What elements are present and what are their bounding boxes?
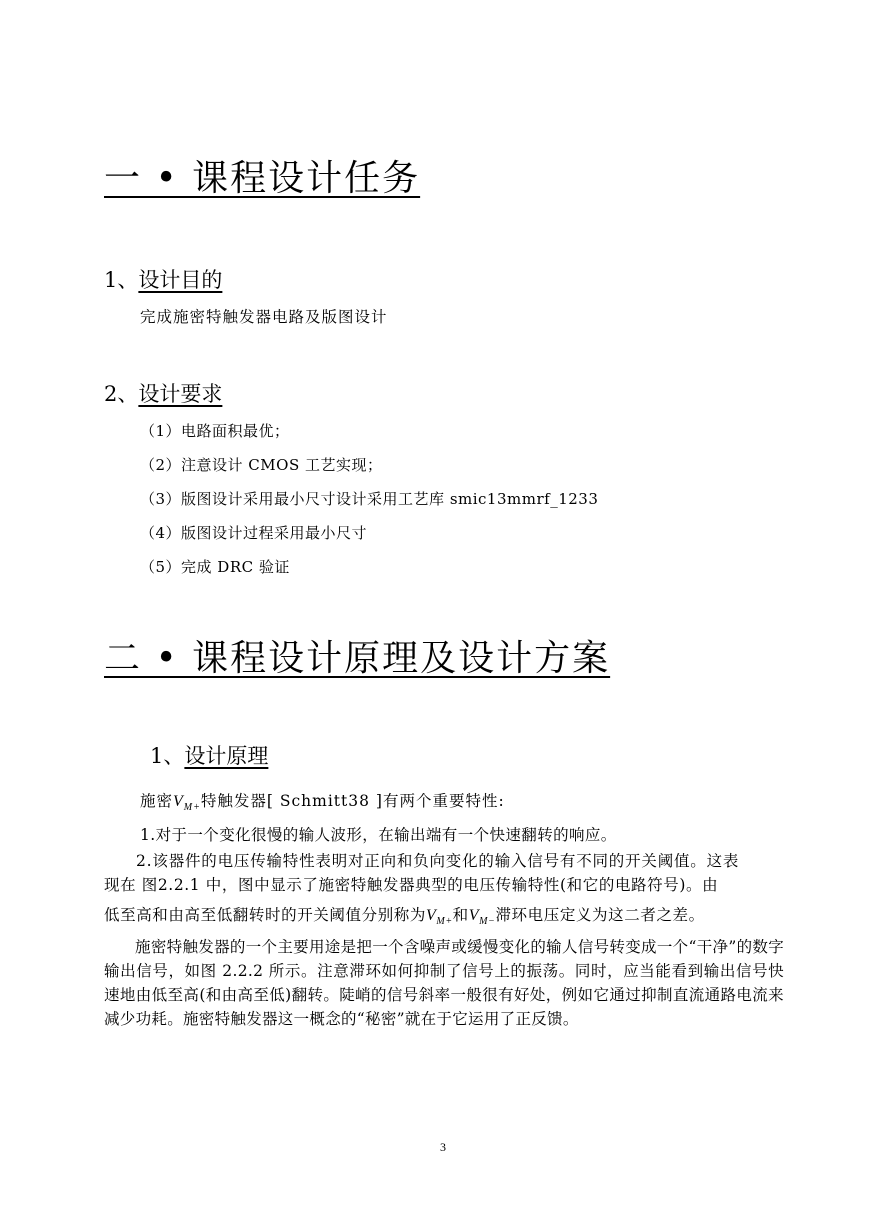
requirement-item: （5）完成 DRC 验证	[140, 558, 290, 576]
requirements-number: 2、	[104, 382, 139, 406]
principle-point-2-line-1: 2.该器件的电压传输特性表明对正向和负向变化的输入信号有不同的开关阈值。这表	[136, 852, 740, 870]
principle-point-2-line-2: 现在 图2.2.1 中，图中显示了施密特触发器典型的电压传输特性(和它的电路符号)。由	[104, 876, 719, 894]
point-2-text-mid: 和	[452, 906, 469, 924]
principle-heading	[150, 740, 268, 770]
principle-number: 1、	[150, 744, 185, 768]
purpose-heading	[104, 264, 222, 294]
principle-point-2-line-3	[104, 903, 705, 927]
requirements-label: 设计要求	[138, 382, 223, 406]
vm-plus-symbol	[173, 793, 201, 813]
principle-point-1: 1.对于一个变化很慢的输人波形，在输出端有一个快速翻转的响应。	[140, 826, 617, 844]
subscript-m-minus: M−	[479, 916, 496, 927]
requirement-item: （3）版图设计采用最小尺寸设计采用工艺库 smic13mmrf_1233	[140, 490, 599, 508]
section-1-title: 一 • 课程设计任务	[104, 158, 421, 199]
principle-paragraph-3: 施密特触发器的一个主要用途是把一个含噪声或缓慢变化的输人信号转变成一个“干净”的数字输出信号，如图 2.2.2 所示。注意滞环如何抑制了信号上的振荡。同时，应当能看到输出信号快速地由低至高(和由高至低)翻转。陡峭的信号斜率一般很有好处，例如它通过抑制直流通路电流来减少功耗。施密特触发器这一概念的“秘密”就在于它运用了正反馈。	[104, 938, 784, 1028]
section-2-title: 二 • 课程设计原理及设计方案	[104, 638, 611, 679]
v-symbol: V	[468, 907, 480, 924]
requirement-item: （4）版图设计过程采用最小尺寸	[140, 524, 368, 542]
vm-minus-symbol	[468, 907, 496, 927]
point-2-text-post: 滞环电压定义为这二者之差。	[495, 906, 705, 924]
vm-plus-symbol	[426, 907, 453, 927]
v-symbol: V	[173, 793, 184, 810]
principle-intro	[140, 789, 505, 813]
principle-label: 设计原理	[184, 744, 269, 768]
purpose-label: 设计目的	[138, 268, 223, 292]
point-2-text-pre: 低至高和由高至低翻转时的开关阈值分别称为	[104, 906, 427, 924]
v-symbol: V	[426, 907, 437, 924]
requirement-item: （1）电路面积最优；	[140, 422, 290, 440]
subscript-m-plus: M+	[436, 916, 453, 927]
requirements-heading	[104, 378, 222, 408]
intro-text-pre: 施密	[140, 792, 174, 810]
subscript-m-plus: M+	[183, 802, 201, 813]
purpose-text: 完成施密特触发器电路及版图设计	[140, 308, 388, 326]
requirement-item: （2）注意设计 CMOS 工艺实现；	[140, 456, 383, 474]
intro-text-post: 特触发器[ Schmitt38 ]有两个重要特性:	[200, 792, 505, 810]
page-number: 3	[440, 1140, 446, 1154]
purpose-number: 1、	[104, 268, 139, 292]
